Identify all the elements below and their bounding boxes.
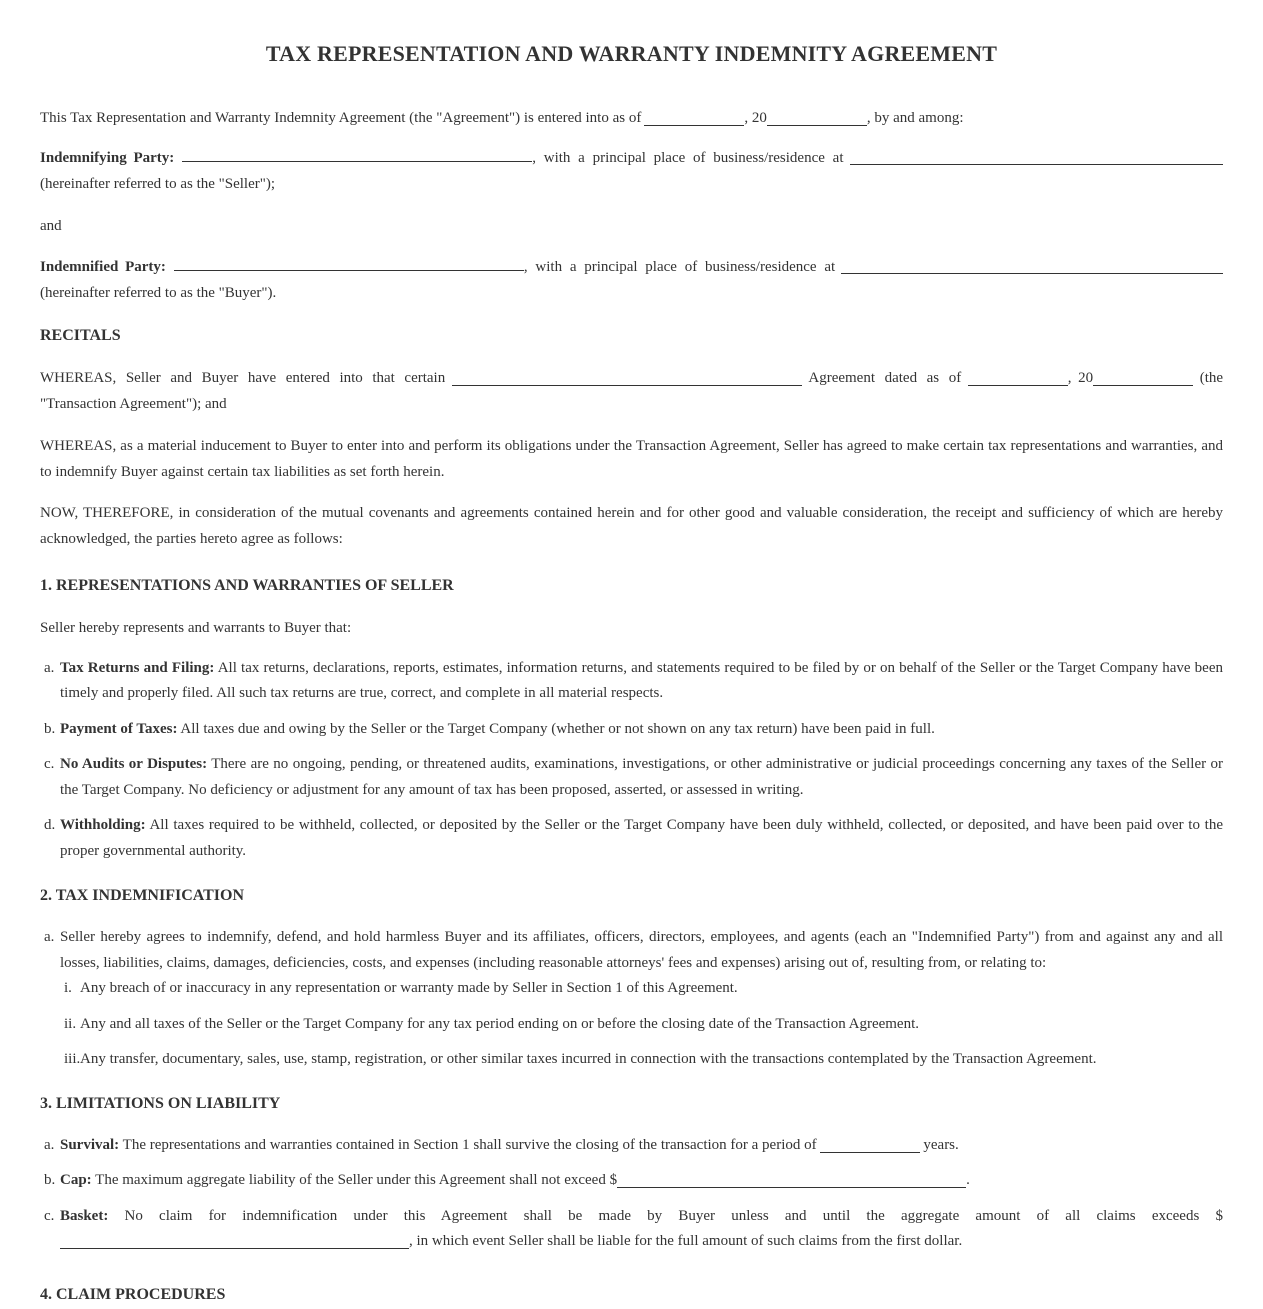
item-text: No claim for indemnification under this Agreement shall be made by Buyer unless and until the aggregate amount of all claims exceeds $	[108, 1207, 1223, 1224]
item-after: years.	[919, 1136, 959, 1153]
subitem-text: Any and all taxes of the Seller or the Target Company for any tax period ending on or before the closing date of the Transaction Agreement.	[80, 1015, 920, 1032]
list-item	[40, 717, 1223, 743]
item-label: Payment of Taxes:	[60, 720, 178, 737]
item-label: Withholding:	[60, 817, 146, 834]
item-text: The maximum aggregate liability of the Seller under this Agreement shall not exceed $	[91, 1172, 618, 1189]
item-text: The representations and warranties contained in Section 1 shall survive the closing of the transaction for a period of	[119, 1136, 817, 1153]
section1-list	[40, 656, 1223, 865]
list-item	[40, 752, 1223, 803]
item-label: No Audits or Disputes:	[60, 756, 208, 773]
subitem-text: Any transfer, documentary, sales, use, stamp, registration, or other similar taxes incurred in connection with the transactions contemplated by the Transaction Agreement.	[80, 1051, 1097, 1068]
transaction-date-field[interactable]	[968, 370, 1068, 386]
seller-referred: (hereinafter referred to as the "Seller");	[40, 176, 276, 193]
subitem-marker: ii.	[64, 1015, 77, 1032]
item-after: , in which event Seller shall be liable for the full amount of such claims from the first dollar.	[409, 1233, 963, 1250]
transaction-type-field[interactable]	[452, 370, 802, 386]
list-item	[40, 1204, 1223, 1255]
whereas1-text: WHEREAS, Seller and Buyer have entered into that certain	[40, 370, 446, 387]
list-item	[40, 925, 1223, 1073]
date-field[interactable]	[644, 110, 744, 126]
item-marker: c.	[44, 1207, 55, 1224]
section1-heading: 1. REPRESENTATIONS AND WARRANTIES OF SELLER	[40, 576, 454, 594]
buyer-party-block	[40, 254, 1223, 307]
item-label: Basket:	[60, 1207, 109, 1224]
list-item	[40, 813, 1223, 864]
item-marker: a.	[44, 1136, 55, 1153]
item-label: Tax Returns and Filing:	[60, 659, 215, 676]
section1-intro: Seller hereby represents and warrants to Buyer that:	[40, 619, 352, 636]
year-prefix: , 20	[744, 109, 767, 126]
sublist-item	[60, 976, 1223, 1002]
seller-address-text: , with a principal place of business/residence at	[532, 149, 844, 166]
intro-text-after: , by and among:	[866, 109, 964, 126]
intro-paragraph	[40, 105, 1223, 131]
sublist-item	[60, 1047, 1223, 1073]
seller-label: Indemnifying Party:	[40, 149, 175, 166]
item-label: Cap:	[60, 1172, 92, 1189]
buyer-address-field[interactable]	[841, 258, 1223, 274]
whereas1-mid: Agreement dated as of	[808, 370, 962, 387]
item-marker: b.	[44, 720, 56, 737]
section4-heading: 4. CLAIM PROCEDURES	[40, 1286, 226, 1303]
subitem-marker: iii.	[64, 1051, 81, 1068]
subitem-marker: i.	[64, 980, 72, 997]
whereas1-after: (the "Transaction Agreement"); and	[40, 370, 1224, 413]
seller-party-block	[40, 145, 1223, 198]
whereas-inducement: WHEREAS, as a material inducement to Buyer to enter into and perform its obligations under the Transaction Agreement, Seller has agreed to make certain tax representations and warranties, and to indemnify Buyer against certain tax liabilities as set forth herein.	[40, 437, 1223, 480]
item-text: All taxes required to be withheld, collected, or deposited by the Seller or the Target Company have been duly withheld, collected, or deposited, and have been paid over to the proper governmental authority.	[60, 817, 1223, 859]
section3-heading: 3. LIMITATIONS ON LIABILITY	[40, 1094, 281, 1112]
now-therefore: NOW, THEREFORE, in consideration of the mutual covenants and agreements contained herein and for other good and valuable consideration, the receipt and sufficiency of which are hereby acknowledged, the parties hereto agree as follows:	[40, 505, 1223, 548]
item-marker: a.	[44, 929, 55, 946]
item-after: .	[966, 1172, 970, 1189]
whereas-transaction	[40, 365, 1223, 418]
item-text: All tax returns, declarations, reports, estimates, information returns, and statements required to be filed by or on behalf of the Seller or the Target Company have been timely and properly filed. All such tax returns are true, correct, and complete in all material respects.	[60, 659, 1223, 702]
item-label: Survival:	[60, 1136, 120, 1153]
item-text: All taxes due and owing by the Seller or the Target Company (whether or not shown on any tax return) have been paid in full.	[177, 720, 935, 737]
basket-amount-field[interactable]	[60, 1233, 409, 1249]
seller-address-field[interactable]	[850, 149, 1224, 165]
intro-text: This Tax Representation and Warranty Indemnity Agreement (the "Agreement") is entered into as of	[40, 109, 642, 126]
whereas1-year: , 20	[1067, 370, 1094, 387]
subitem-text: Any breach of or inaccuracy in any representation or warranty made by Seller in Section 1 of this Agreement.	[80, 980, 738, 997]
recitals-heading: RECITALS	[40, 327, 121, 345]
sublist-item	[60, 1012, 1223, 1038]
list-item	[40, 1168, 1223, 1194]
item-text: Seller hereby agrees to indemnify, defend, and hold harmless Buyer and its affiliates, officers, directors, employees, and agents (each an "Indemnified Party") from and against any and all losses, liabilities, claims, damages, deficiencies, costs, and expenses (including reasonable attorneys' fees and expenses) arising out of, resulting from, or relating to:	[60, 929, 1223, 971]
section2-heading: 2. TAX INDEMNIFICATION	[40, 887, 245, 905]
item-marker: b.	[44, 1172, 56, 1189]
item-marker: d.	[44, 817, 56, 834]
and-text: and	[40, 218, 62, 235]
buyer-referred: (hereinafter referred to as the "Buyer").	[40, 284, 277, 301]
transaction-year-field[interactable]	[1093, 370, 1193, 386]
section2-list	[40, 925, 1223, 1073]
buyer-address-text: , with a principal place of business/residence at	[523, 258, 836, 275]
seller-name-field[interactable]	[182, 146, 532, 162]
item-marker: a.	[44, 659, 55, 676]
item-marker: c.	[44, 756, 55, 773]
item-text: There are no ongoing, pending, or threatened audits, examinations, investigations, or other administrative or judicial proceedings concerning any taxes of the Seller or the Target Company. No deficiency or adjustment for any amount of tax has been proposed, asserted, or assessed in writing.	[60, 756, 1223, 798]
list-item	[40, 656, 1223, 707]
buyer-name-field[interactable]	[174, 255, 524, 271]
document-title: TAX REPRESENTATION AND WARRANTY INDEMNITY AGREEMENT	[265, 41, 998, 66]
cap-amount-field[interactable]	[617, 1172, 966, 1188]
survival-years-field[interactable]	[820, 1137, 920, 1153]
section2-sublist	[60, 976, 1223, 1073]
list-item	[40, 1133, 1223, 1159]
buyer-label: Indemnified Party:	[40, 258, 166, 275]
section3-list	[40, 1133, 1223, 1255]
year-field[interactable]	[767, 110, 867, 126]
